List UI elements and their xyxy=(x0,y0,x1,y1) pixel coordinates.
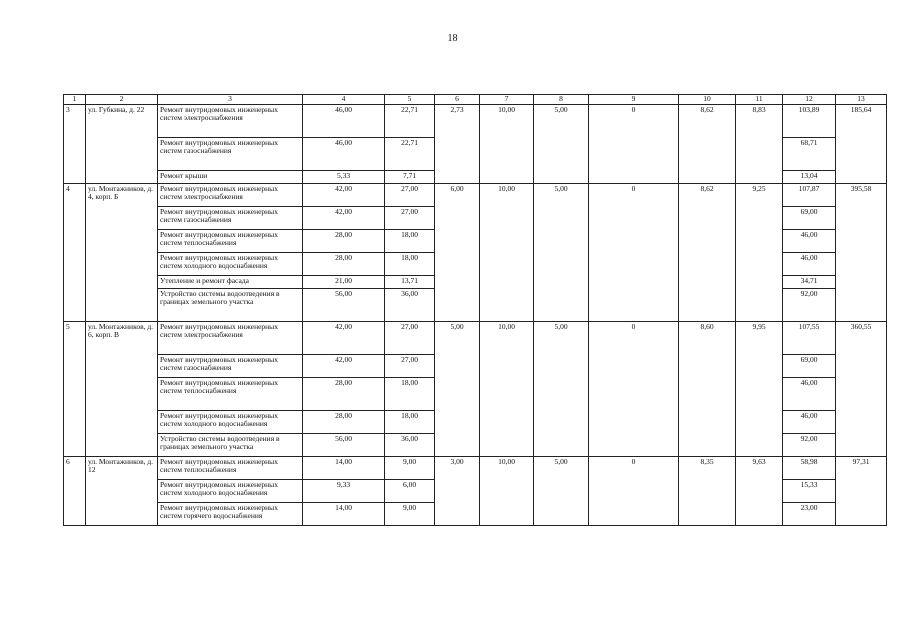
col11-cell: 9,25 xyxy=(736,184,783,322)
work-name-cell: Утепление и ремонт фасада xyxy=(158,276,303,289)
col4-cell: 42,00 xyxy=(303,355,385,378)
col11-cell: 8,83 xyxy=(736,105,783,184)
work-name-cell: Устройство системы водоотведения в границах земельного участка xyxy=(158,434,303,457)
col12-cell: 13,04 xyxy=(783,171,836,184)
col12-cell: 107,87 xyxy=(783,184,836,207)
row-number: 3 xyxy=(64,105,86,184)
header-cell: 9 xyxy=(589,95,679,105)
work-name-cell: Ремонт внутридомовых инженерных систем электроснабжения xyxy=(158,322,303,355)
col12-cell: 92,00 xyxy=(783,289,836,322)
table-row xyxy=(64,322,887,355)
work-name-cell: Ремонт внутридомовых инженерных систем газоснабжения xyxy=(158,207,303,230)
col4-cell: 14,00 xyxy=(303,503,385,526)
col9-cell: 0 xyxy=(589,184,679,322)
col8-cell: 5,00 xyxy=(534,105,589,184)
header-cell: 11 xyxy=(736,95,783,105)
col5-cell: 13,71 xyxy=(385,276,435,289)
col12-cell: 68,71 xyxy=(783,138,836,171)
col5-cell: 18,00 xyxy=(385,378,435,411)
header-cell: 4 xyxy=(303,95,385,105)
col13-cell: 97,31 xyxy=(836,457,887,526)
page-number: 18 xyxy=(447,33,458,44)
col4-cell: 56,00 xyxy=(303,289,385,322)
col12-cell: 69,00 xyxy=(783,355,836,378)
address-cell: ул. Монтажников, д. 12 xyxy=(86,457,158,526)
col8-cell: 5,00 xyxy=(534,457,589,526)
col5-cell: 6,00 xyxy=(385,480,435,503)
col12-cell: 69,00 xyxy=(783,207,836,230)
col7-cell: 10,00 xyxy=(480,457,534,526)
col5-cell: 22,71 xyxy=(385,138,435,171)
col5-cell: 27,00 xyxy=(385,184,435,207)
col5-cell: 9,00 xyxy=(385,457,435,480)
col4-cell: 46,00 xyxy=(303,138,385,171)
col12-cell: 23,00 xyxy=(783,503,836,526)
col9-cell: 0 xyxy=(589,457,679,526)
header-cell: 7 xyxy=(480,95,534,105)
col5-cell: 36,00 xyxy=(385,434,435,457)
address-cell: ул. Губкина, д. 22 xyxy=(86,105,158,184)
work-name-cell: Ремонт внутридомовых инженерных систем газоснабжения xyxy=(158,138,303,171)
col10-cell: 8,35 xyxy=(679,457,736,526)
col12-cell: 103,89 xyxy=(783,105,836,138)
header-cell: 5 xyxy=(385,95,435,105)
col6-cell: 6,00 xyxy=(435,184,480,322)
col13-cell: 185,64 xyxy=(836,105,887,184)
col5-cell: 18,00 xyxy=(385,411,435,434)
work-name-cell: Ремонт внутридомовых инженерных систем теплоснабжения xyxy=(158,378,303,411)
header-cell: 13 xyxy=(836,95,887,105)
col12-cell: 34,71 xyxy=(783,276,836,289)
col5-cell: 36,00 xyxy=(385,289,435,322)
col10-cell: 8,60 xyxy=(679,322,736,457)
row-number: 4 xyxy=(64,184,86,322)
work-name-cell: Ремонт внутридомовых инженерных систем газоснабжения xyxy=(158,355,303,378)
work-name-cell: Ремонт внутридомовых инженерных систем теплоснабжения xyxy=(158,457,303,480)
col5-cell: 27,00 xyxy=(385,355,435,378)
col5-cell: 18,00 xyxy=(385,230,435,253)
header-cell: 8 xyxy=(534,95,589,105)
col10-cell: 8,62 xyxy=(679,184,736,322)
header-row xyxy=(64,95,887,105)
address-cell: ул. Монтажников, д. 4, корп. Б xyxy=(86,184,158,322)
col4-cell: 5,33 xyxy=(303,171,385,184)
col6-cell: 3,00 xyxy=(435,457,480,526)
col7-cell: 10,00 xyxy=(480,322,534,457)
col4-cell: 9,33 xyxy=(303,480,385,503)
col12-cell: 46,00 xyxy=(783,253,836,276)
col13-cell: 395,58 xyxy=(836,184,887,322)
col6-cell: 2,73 xyxy=(435,105,480,184)
col11-cell: 9,63 xyxy=(736,457,783,526)
col9-cell: 0 xyxy=(589,322,679,457)
col8-cell: 5,00 xyxy=(534,184,589,322)
row-number: 6 xyxy=(64,457,86,526)
address-cell: ул. Монтажников, д. 6, корп. В xyxy=(86,322,158,457)
col4-cell: 56,00 xyxy=(303,434,385,457)
work-name-cell: Ремонт внутридомовых инженерных систем холодного водоснабжения xyxy=(158,480,303,503)
work-name-cell: Ремонт внутридомовых инженерных систем теплоснабжения xyxy=(158,230,303,253)
col13-cell: 360,55 xyxy=(836,322,887,457)
work-name-cell: Ремонт внутридомовых инженерных систем холодного водоснабжения xyxy=(158,253,303,276)
header-cell: 6 xyxy=(435,95,480,105)
col6-cell: 5,00 xyxy=(435,322,480,457)
col7-cell: 10,00 xyxy=(480,105,534,184)
work-name-cell: Ремонт внутридомовых инженерных систем холодного водоснабжения xyxy=(158,411,303,434)
col4-cell: 42,00 xyxy=(303,322,385,355)
col4-cell: 28,00 xyxy=(303,378,385,411)
col4-cell: 28,00 xyxy=(303,253,385,276)
table-row xyxy=(64,105,887,138)
col5-cell: 9,00 xyxy=(385,503,435,526)
work-name-cell: Ремонт внутридомовых инженерных систем электроснабжения xyxy=(158,184,303,207)
col9-cell: 0 xyxy=(589,105,679,184)
work-name-cell: Устройство системы водоотведения в границах земельного участка xyxy=(158,289,303,322)
header-cell: 10 xyxy=(679,95,736,105)
header-cell: 3 xyxy=(158,95,303,105)
header-cell: 1 xyxy=(64,95,86,105)
col12-cell: 15,33 xyxy=(783,480,836,503)
col4-cell: 28,00 xyxy=(303,230,385,253)
col5-cell: 27,00 xyxy=(385,322,435,355)
col12-cell: 107,55 xyxy=(783,322,836,355)
col5-cell: 22,71 xyxy=(385,105,435,138)
col12-cell: 46,00 xyxy=(783,230,836,253)
col8-cell: 5,00 xyxy=(534,322,589,457)
work-name-cell: Ремонт внутридомовых инженерных систем горячего водоснабжения xyxy=(158,503,303,526)
col11-cell: 9,95 xyxy=(736,322,783,457)
work-name-cell: Ремонт внутридомовых инженерных систем электроснабжения xyxy=(158,105,303,138)
table-row xyxy=(64,184,887,207)
work-name-cell: Ремонт крыши xyxy=(158,171,303,184)
col5-cell: 27,00 xyxy=(385,207,435,230)
col4-cell: 46,00 xyxy=(303,105,385,138)
col5-cell: 18,00 xyxy=(385,253,435,276)
col5-cell: 7,71 xyxy=(385,171,435,184)
col12-cell: 46,00 xyxy=(783,411,836,434)
header-cell: 2 xyxy=(86,95,158,105)
col12-cell: 92,00 xyxy=(783,434,836,457)
header-cell: 12 xyxy=(783,95,836,105)
table-row xyxy=(64,457,887,480)
col4-cell: 42,00 xyxy=(303,184,385,207)
col10-cell: 8,62 xyxy=(679,105,736,184)
col4-cell: 42,00 xyxy=(303,207,385,230)
col12-cell: 58,98 xyxy=(783,457,836,480)
col4-cell: 14,00 xyxy=(303,457,385,480)
col7-cell: 10,00 xyxy=(480,184,534,322)
col12-cell: 46,00 xyxy=(783,378,836,411)
col4-cell: 28,00 xyxy=(303,411,385,434)
col4-cell: 21,00 xyxy=(303,276,385,289)
row-number: 5 xyxy=(64,322,86,457)
data-table xyxy=(63,94,887,526)
